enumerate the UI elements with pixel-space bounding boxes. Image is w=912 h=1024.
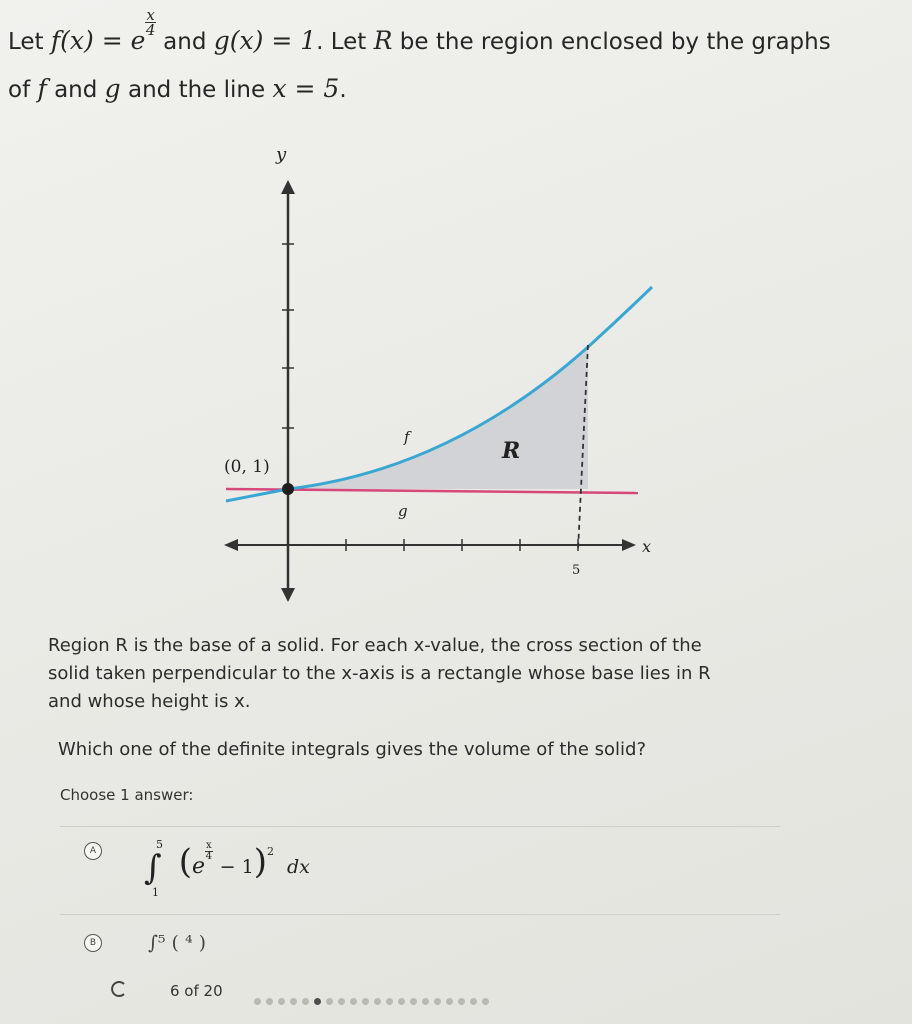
answer-option-a[interactable] — [84, 838, 484, 899]
f-exponent: $\frac{x}{4}$ — [145, 6, 156, 39]
progress-ring-icon — [110, 980, 130, 998]
region-graph — [210, 140, 670, 610]
description-line-2: solid taken perpendicular to the x-axis is a rectangle whose base lies in R — [48, 663, 711, 684]
divider-top — [60, 826, 780, 827]
region-symbol: R — [373, 26, 393, 55]
progress-dot — [398, 998, 405, 1005]
region-r-fill — [288, 347, 588, 489]
progress-dot — [350, 998, 357, 1005]
option-a-base-e: e — [191, 854, 206, 879]
answer-option-b[interactable] — [84, 934, 384, 974]
progress-dot — [434, 998, 441, 1005]
description-line-3: and whose height is x. — [48, 691, 251, 712]
progress-dot — [254, 998, 261, 1005]
g-symbol: g — [104, 74, 121, 103]
lower-limit: 1 — [152, 886, 159, 899]
progress-dot — [278, 998, 285, 1005]
option-b-integral-partial: ∫⁵ ( ⁴ ) — [148, 932, 207, 954]
progress-dot — [290, 998, 297, 1005]
progress-dot — [314, 998, 321, 1005]
option-a-power: 2 — [266, 845, 274, 858]
option-a-minus-one: − 1 — [219, 856, 254, 878]
progress-dot — [470, 998, 477, 1005]
divider-mid — [60, 914, 780, 915]
option-a-integral: ∫ 5 1 (e $\frac{x}{4} - 1)^2$ dx — [144, 838, 310, 899]
y-axis-label: y — [276, 144, 287, 165]
progress-dot — [362, 998, 369, 1005]
option-a-radio[interactable]: A — [84, 842, 102, 860]
line-x-equals-5: x = 5 — [272, 74, 340, 103]
g-label: g — [398, 502, 408, 520]
f-definition: f(x) = e $\frac{x}{4}$ — [50, 6, 156, 55]
x-tick-label-5: 5 — [572, 563, 581, 578]
word-let: Let — [8, 29, 44, 55]
problem-line-2: of f and g and the line x = 5. — [8, 74, 347, 103]
point-0-1 — [282, 483, 294, 495]
question-text: Which one of the definite integrals gives the volume of the solid? — [58, 739, 647, 760]
word-and: and — [163, 29, 207, 55]
description-line-1: Region R is the base of a solid. For each x-value, the cross section of the — [48, 635, 702, 656]
word-let-2: . Let — [316, 29, 367, 55]
problem-line-1 — [8, 6, 831, 59]
progress-dot — [338, 998, 345, 1005]
progress-dot — [410, 998, 417, 1005]
x-axis-label: x — [642, 537, 652, 556]
upper-limit: 5 — [156, 838, 163, 851]
f-symbol: f — [37, 74, 47, 103]
progress-dot — [374, 998, 381, 1005]
progress-text: 6 of 20 — [170, 982, 223, 1000]
line1-tail: be the region enclosed by the graphs — [399, 29, 831, 55]
point-label: (0, 1) — [224, 457, 270, 477]
integral-sign: ∫ — [144, 848, 162, 888]
option-a-exponent: $\frac{x}{4}$ — [205, 840, 213, 862]
f-label: f — [404, 428, 410, 446]
y-axis-arrow-down — [281, 588, 295, 602]
option-a-dx: dx — [286, 856, 310, 878]
region-label: R — [502, 438, 521, 464]
x-axis-arrow-right — [622, 539, 636, 551]
progress-dot — [302, 998, 309, 1005]
progress-dot — [266, 998, 273, 1005]
progress-dot — [422, 998, 429, 1005]
progress-dots — [254, 990, 494, 1009]
progress-dot — [326, 998, 333, 1005]
option-b-radio[interactable]: B — [84, 934, 102, 952]
progress-dot — [458, 998, 465, 1005]
progress-dot — [482, 998, 489, 1005]
progress-dot — [446, 998, 453, 1005]
y-axis-arrow-up — [281, 180, 295, 194]
g-definition: g(x) = 1 — [213, 26, 317, 55]
choose-label: Choose 1 answer: — [60, 786, 194, 804]
progress-dot — [386, 998, 393, 1005]
x-axis-arrow-left — [224, 539, 238, 551]
